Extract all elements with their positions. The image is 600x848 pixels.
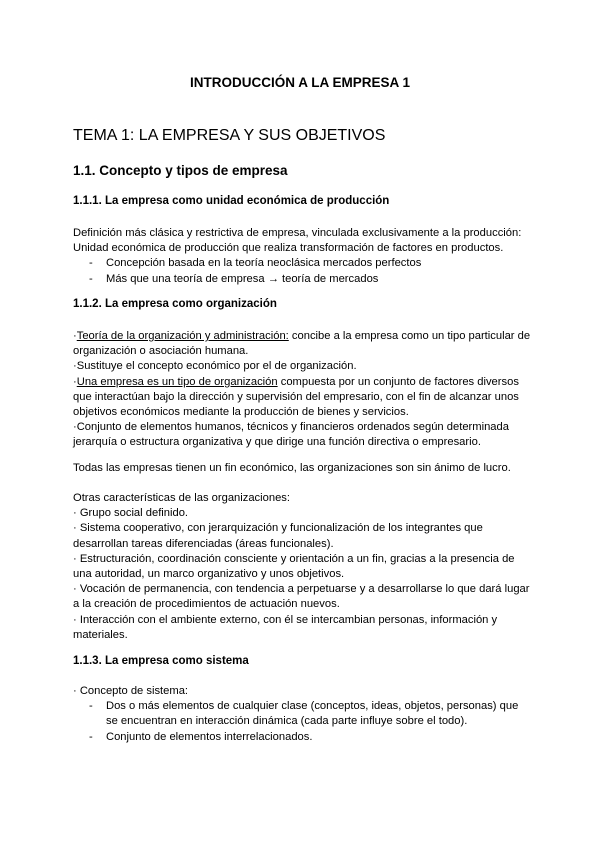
section-heading-1-1: 1.1. Concepto y tipos de empresa	[73, 163, 288, 178]
paragraph: Unidad económica de producción que realiza transformación de factores en productos.	[73, 242, 504, 255]
list-item: - Concepción basada en la teoría neoclásica mercados perfectos	[73, 256, 533, 271]
list-item: - Conjunto de elementos interrelacionados.	[73, 730, 533, 745]
paragraph: Otras características de las organizaciones:	[73, 492, 291, 504]
list-item: · Grupo social definido.	[73, 507, 189, 520]
paragraph-lucro: Todas las empresas tienen un fin económico, las organizaciones son sin ánimo de lucro.	[73, 462, 511, 474]
section-1-1-2-body	[73, 329, 535, 451]
bullet-list	[73, 699, 533, 745]
list-item: · Sistema cooperativo, con jerarquización y funcionalización de los integrantes que desarrollan tareas diferenciadas (áreas funcionales).	[73, 522, 483, 550]
paragraph: ·Conjunto de elementos humanos, técnicos y financieros ordenados según determinada jerarquía o estructura organizativa y que dirige una función directiva o empresario.	[73, 421, 509, 449]
list-item: · Interacción con el ambiente externo, con él se intercambian personas, información y materiales.	[73, 613, 498, 641]
paragraph: ·Una empresa es un tipo de organización compuesta por un conjunto de factores diversos que interactúan bajo la dirección y supervisión del empresario, con el fin de alcanzar unos objetivos económicos mediante la producción de bienes y servicios.	[73, 375, 519, 419]
paragraph: Definición más clásica y restrictiva de empresa, vinculada exclusivamente a la producción:	[73, 227, 522, 239]
characteristics-list	[73, 491, 533, 643]
bullet-list	[73, 256, 533, 286]
document-title: INTRODUCCIÓN A LA EMPRESA 1	[189, 75, 410, 90]
tema-title: TEMA 1: LA EMPRESA Y SUS OBJETIVOS	[73, 127, 386, 144]
section-1-1-1-body	[73, 226, 533, 287]
list-item: · Vocación de permanencia, con tendencia a perpetuarse y a desarrollarse lo que dará lugar a la creación de procedimientos de actuación nuevos.	[73, 583, 530, 611]
section-heading-1-1-1: 1.1.1. La empresa como unidad económica de producción	[73, 195, 390, 207]
section-heading-1-1-2: 1.1.2. La empresa como organización	[73, 298, 277, 310]
paragraph: ·Teoría de la organización y administración: concibe a la empresa como un tipo particular de organización o asociación humana.	[73, 330, 531, 358]
underlined-term: Una empresa es un tipo de organización	[76, 375, 278, 388]
paragraph: · Concepto de sistema:	[73, 685, 189, 697]
list-item: - Más que una teoría de empresa → teoría de mercados	[73, 272, 533, 287]
list-item: - Dos o más elementos de cualquier clase (conceptos, ideas, objetos, personas) que se encuentran en interacción dinámica (cada parte influye sobre el todo).	[73, 699, 533, 729]
paragraph: ·Sustituye el concepto económico por el de organización.	[73, 360, 357, 373]
section-heading-1-1-3: 1.1.3. La empresa como sistema	[73, 655, 249, 667]
list-item: · Estructuración, coordinación consciente y orientación a un fin, gracias a la presencia de una autoridad, un marco organizativo y unos objetivos.	[73, 552, 515, 581]
section-1-1-3-body	[73, 684, 533, 745]
underlined-term: Teoría de la organización y administración:	[76, 330, 289, 342]
